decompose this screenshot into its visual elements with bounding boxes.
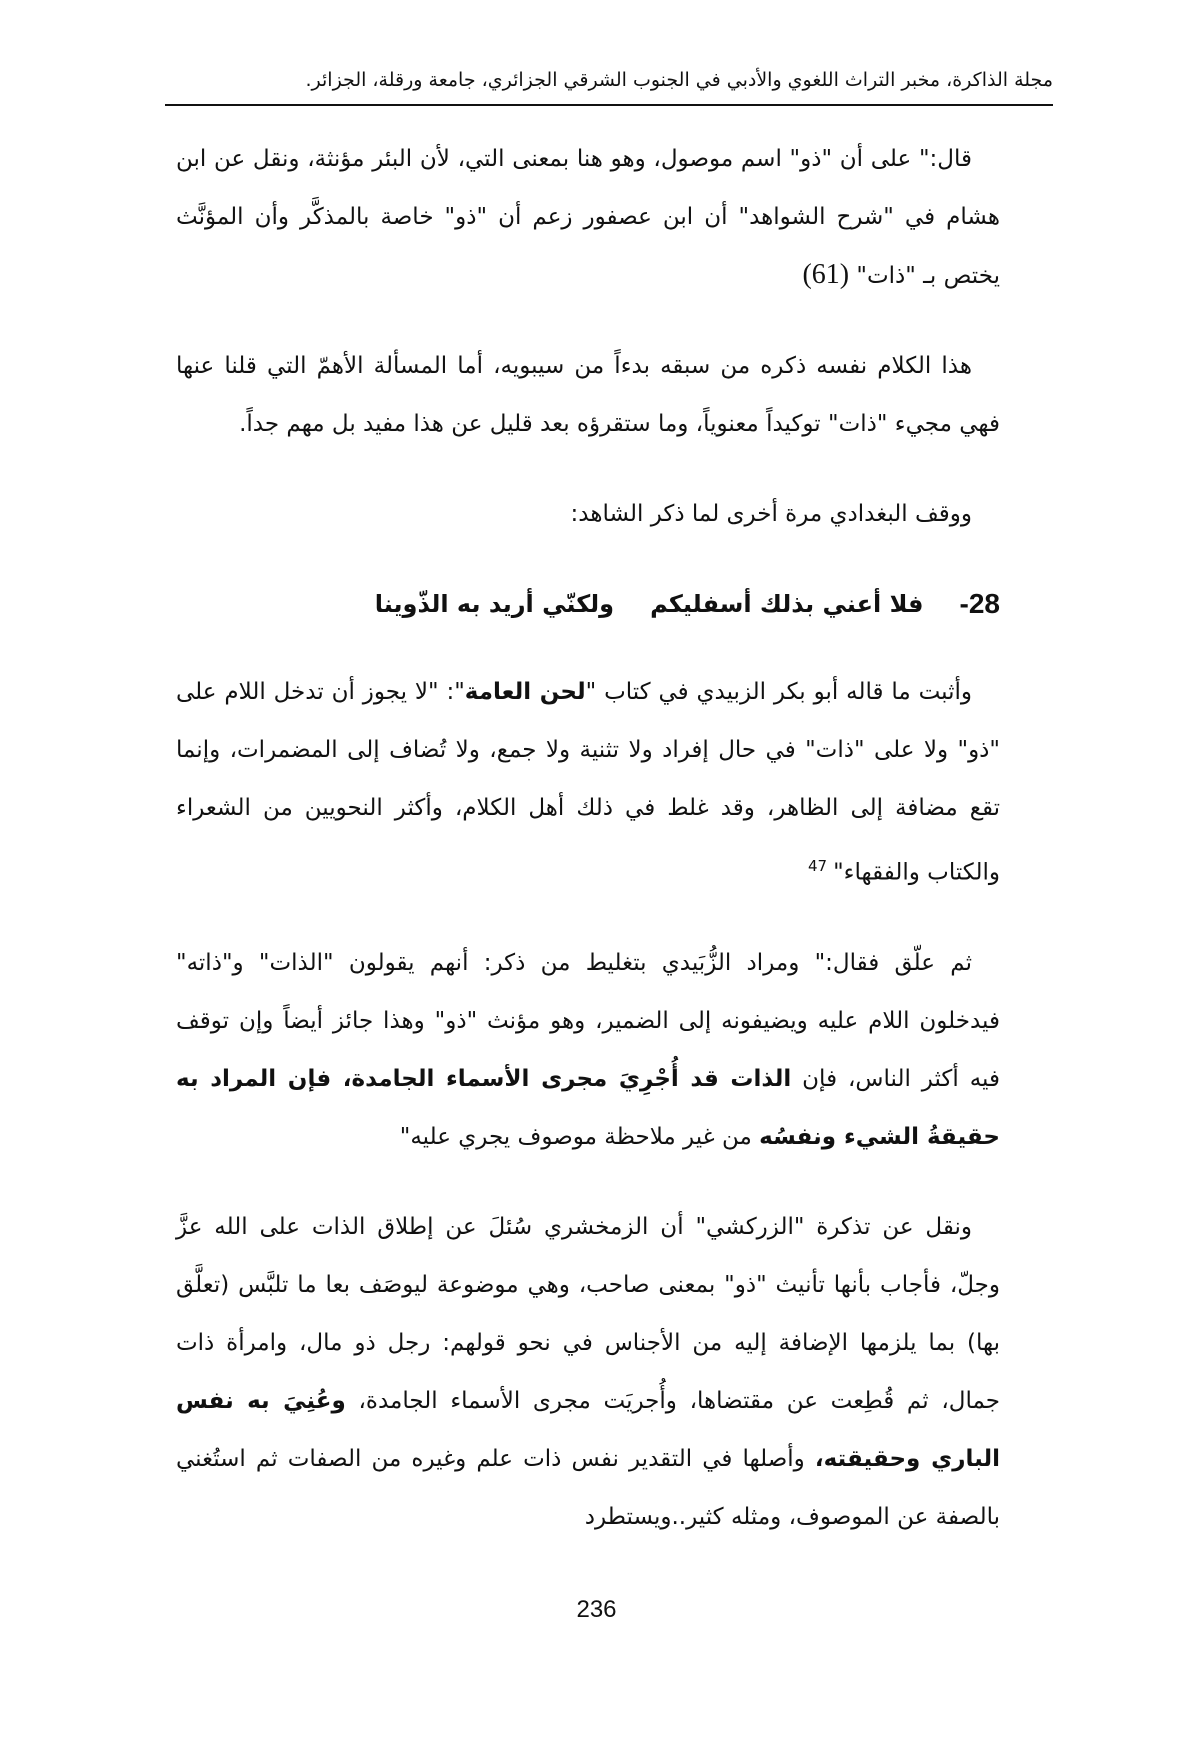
paragraph-6-text-a: ونقل عن تذكرة "الزركشي" أن الزمخشري سُئلَ عن إطلاق الذات على الله عزَّ وجلّ، فأجاب بأنها تأنيث "ذو" بمعنى صاحب، وهي موضوعة ليوصَف بعا ما تلبَّس (تعلَّق بها) بما يلزمها الإضافة إليه من الأجناس في نحو قولهم: رجل ذو مال، وامرأة ذات جمال، ثم قُطِعت عن مقتضاها، وأُجريَت مجرى الأسماء الجامدة، bbox=[176, 1213, 1001, 1414]
paragraph-1-text: قال:" على أن "ذو" اسم موصول، وهو هنا بمعنى التي، لأن البئر مؤنثة، ونقل عن ابن هشام في "شرح الشواهد" أن ابن عصفور زعم أن "ذو" خاصة بالمذكَّر وأن المؤنَّث يختص بـ "ذات" bbox=[176, 146, 1000, 289]
paragraph-4-text-b: ": "لا يجوز أن تدخل اللام على "ذو" ولا على "ذات" في حال إفراد ولا تثنية ولا جمع، ولا تُضاف إلى المضمرات، وإنما تقع مضافة إلى الظاهر، وقد غلط في ذلك أهل الكلام، وأكثر النحويين من الشعراء والكتاب والفقهاء" bbox=[176, 679, 1000, 886]
paragraph-1 bbox=[176, 130, 1000, 305]
paragraph-6-text-b: وأصلها في التقدير نفس ذات علم وغيره من الصفات ثم استُغني بالصفة عن الموصوف، ومثله كثير..ويستطرد bbox=[176, 1445, 1000, 1530]
verse-hemistich-1: فلا أعني بذلك أسفليكم bbox=[650, 590, 924, 618]
verse-line bbox=[176, 575, 1000, 633]
verse-hemistich-2: ولكنّي أريد به الذّوينا bbox=[374, 590, 615, 618]
running-header: مجلة الذاكرة، مخبر التراث اللغوي والأدبي في الجنوب الشرقي الجزائري، جامعة ورقلة، الجزائر. bbox=[305, 69, 1053, 91]
reference-number: (61) bbox=[802, 259, 850, 290]
paragraph-5 bbox=[176, 934, 1000, 1166]
book-title: لحن العامة bbox=[464, 679, 586, 705]
footnote-marker: 47 bbox=[808, 857, 828, 875]
paragraph-2: هذا الكلام نفسه ذكره من سبقه بدءاً من سيبويه، أما المسألة الأهمّ التي قلنا عنها فهي مجيء "ذات" توكيداً معنوياً، وما ستقرؤه بعد قليل عن هذا مفيد بل مهم جداً. bbox=[176, 353, 1000, 437]
verse-number: 28- bbox=[959, 588, 1000, 619]
paragraph-5-bold: الذات قد أُجْرِيَ مجرى الأسماء الجامدة، فإن المراد به حقيقةُ الشيء ونفسُه bbox=[176, 1065, 1000, 1150]
paragraph-4-text-a: وأثبت ما قاله أبو بكر الزبيدي في كتاب " bbox=[585, 679, 972, 705]
paragraph-5-text-b: من غير ملاحظة موصوف يجري عليه" bbox=[399, 1123, 760, 1150]
paragraph-6-bold: وعُنِيَ به نفس الباري وحقيقته، bbox=[176, 1387, 1000, 1472]
page-number: 236 bbox=[576, 1596, 617, 1623]
paragraph-5-text-a: ثم علّق فقال:" ومراد الزُّبَيدي بتغليط من ذكر: أنهم يقولون "الذات" و"ذاته" فيدخلون اللام عليه ويضيفونه إلى الضمير، وهو مؤنث "ذو" وهذا جائز أيضاً وإن توقف فيه أكثر الناس، فإن bbox=[176, 949, 1000, 1092]
paragraph-4 bbox=[176, 663, 1000, 902]
paragraph-6 bbox=[176, 1198, 1000, 1546]
header-rule bbox=[165, 104, 1053, 106]
body-text bbox=[176, 130, 1000, 1578]
paragraph-3: ووقف البغدادي مرة أخرى لما ذكر الشاهد: bbox=[570, 501, 972, 527]
